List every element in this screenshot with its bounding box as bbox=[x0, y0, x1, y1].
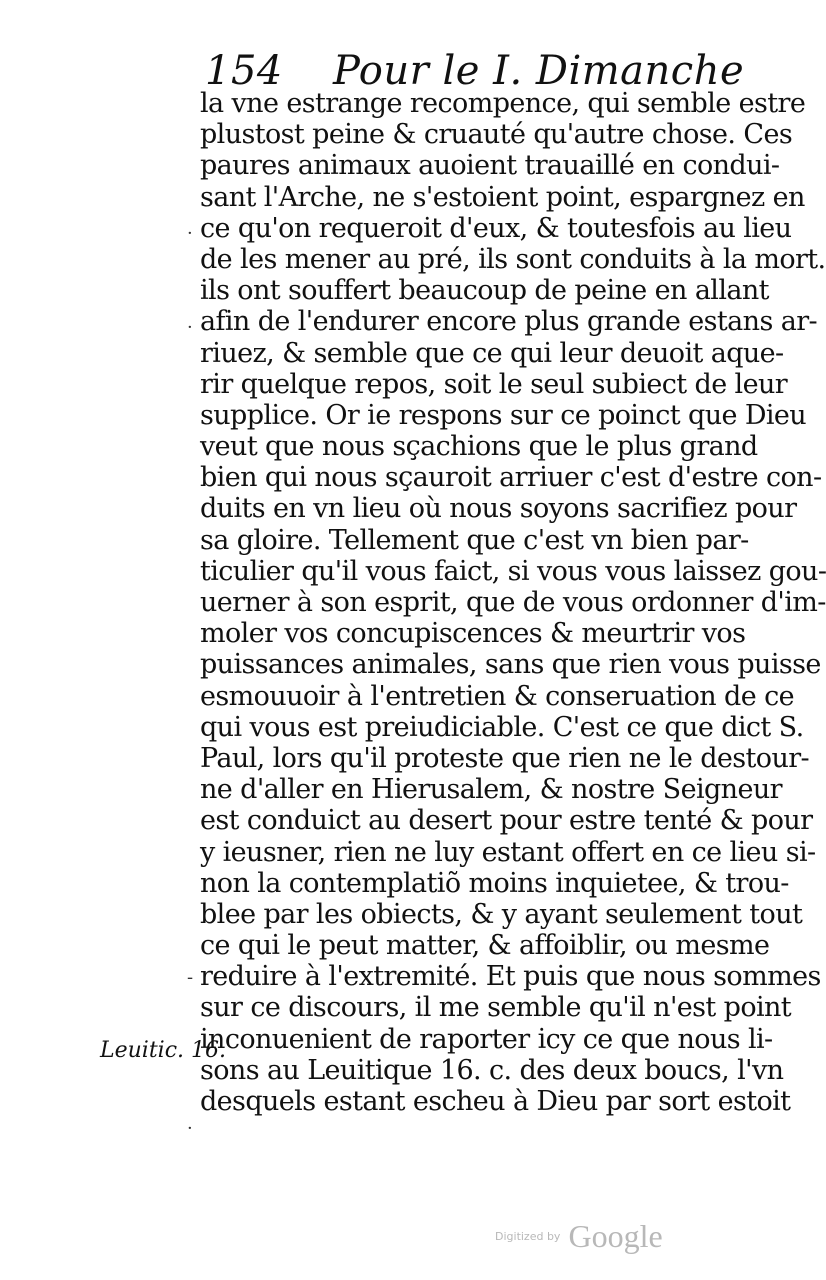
text-line: esmouuoir à l'entretien & conseruation de ce bbox=[200, 680, 794, 712]
text-line: blee par les obiects, & y ayant seulement tout bbox=[200, 898, 803, 930]
text-line: plustost peine & cruauté qu'autre chose. Ces bbox=[200, 119, 793, 151]
watermark-brand: Google bbox=[568, 1218, 663, 1254]
text-line: paures animaux auoient trauaillé en condui- bbox=[200, 150, 780, 182]
ink-speck: - bbox=[187, 967, 194, 988]
margin-note: Leuitic. 16. bbox=[100, 1038, 227, 1063]
text-line: Paul, lors qu'il proteste que rien ne le destour- bbox=[200, 742, 810, 774]
text-line: sur ce discours, il me semble qu'il n'est point bbox=[200, 992, 792, 1024]
text-line: sons au Leuitique 16. c. des deux boucs, l'vn bbox=[200, 1054, 784, 1086]
running-title: Pour le I. Dimanche bbox=[333, 48, 745, 94]
text-line: sant l'Arche, ne s'estoient point, espargnez en bbox=[200, 181, 805, 213]
text-line: ne d'aller en Hierusalem, & nostre Seigneur bbox=[200, 774, 782, 806]
digitized-by-watermark bbox=[495, 1218, 663, 1255]
text-line: moler vos concupiscences & meurtrir vos bbox=[200, 618, 746, 650]
ink-speck: · bbox=[187, 1118, 193, 1139]
text-line: veut que nous sçachions que le plus grand bbox=[200, 431, 758, 463]
text-line: est conduict au desert pour estre tenté & pour bbox=[200, 805, 813, 837]
text-line: non la contemplatiõ moins inquietee, & trou- bbox=[200, 867, 789, 899]
text-line: uerner à son esprit, que de vous ordonner d'im- bbox=[200, 587, 826, 618]
text-line: ticulier qu'il vous faict, si vous vous laissez gou- bbox=[200, 555, 826, 587]
text-line: y ieusner, rien ne luy estant offert en ce lieu si- bbox=[200, 836, 816, 868]
text-line: ce qu'on requeroit d'eux, & toutesfois au lieu bbox=[200, 212, 792, 244]
page-number: 154 bbox=[205, 48, 283, 94]
text-line: duits en vn lieu où nous soyons sacrifiez pour bbox=[200, 493, 797, 525]
text-line: riuez, & semble que ce qui leur deuoit aque- bbox=[200, 337, 784, 369]
text-line: bien qui nous sçauroit arriuer c'est d'estre con- bbox=[200, 462, 822, 494]
body-text bbox=[200, 88, 826, 1117]
text-line: reduire à l'extremité. Et puis que nous sommes bbox=[200, 961, 821, 993]
ink-speck: · bbox=[187, 317, 193, 338]
text-line: sa gloire. Tellement que c'est vn bien par- bbox=[200, 524, 749, 556]
text-line: supplice. Or ie respons sur ce poinct que Dieu bbox=[200, 399, 807, 431]
ink-speck: · bbox=[187, 223, 193, 244]
text-line: de les mener au pré, ils sont conduits à la mort. bbox=[200, 243, 826, 275]
text-line: ce qui le peut matter, & affoiblir, ou mesme bbox=[200, 930, 770, 962]
text-line: desquels estant escheu à Dieu par sort estoit bbox=[200, 1086, 791, 1117]
text-line: inconuenient de raporter icy ce que nous li- bbox=[200, 1023, 773, 1055]
text-line: la vne estrange recompence, qui semble estre bbox=[200, 88, 806, 119]
text-line: rir quelque repos, soit le seul subiect de leur bbox=[200, 368, 788, 400]
text-line: ils ont souffert beaucoup de peine en allant bbox=[200, 275, 769, 307]
text-line: puissances animales, sans que rien vous puisse bbox=[200, 649, 821, 681]
text-line: afin de l'endurer encore plus grande estans ar- bbox=[200, 306, 818, 338]
watermark-prefix: Digitized by bbox=[495, 1230, 561, 1243]
text-line: qui vous est preiudiciable. C'est ce que dict S. bbox=[200, 711, 804, 743]
